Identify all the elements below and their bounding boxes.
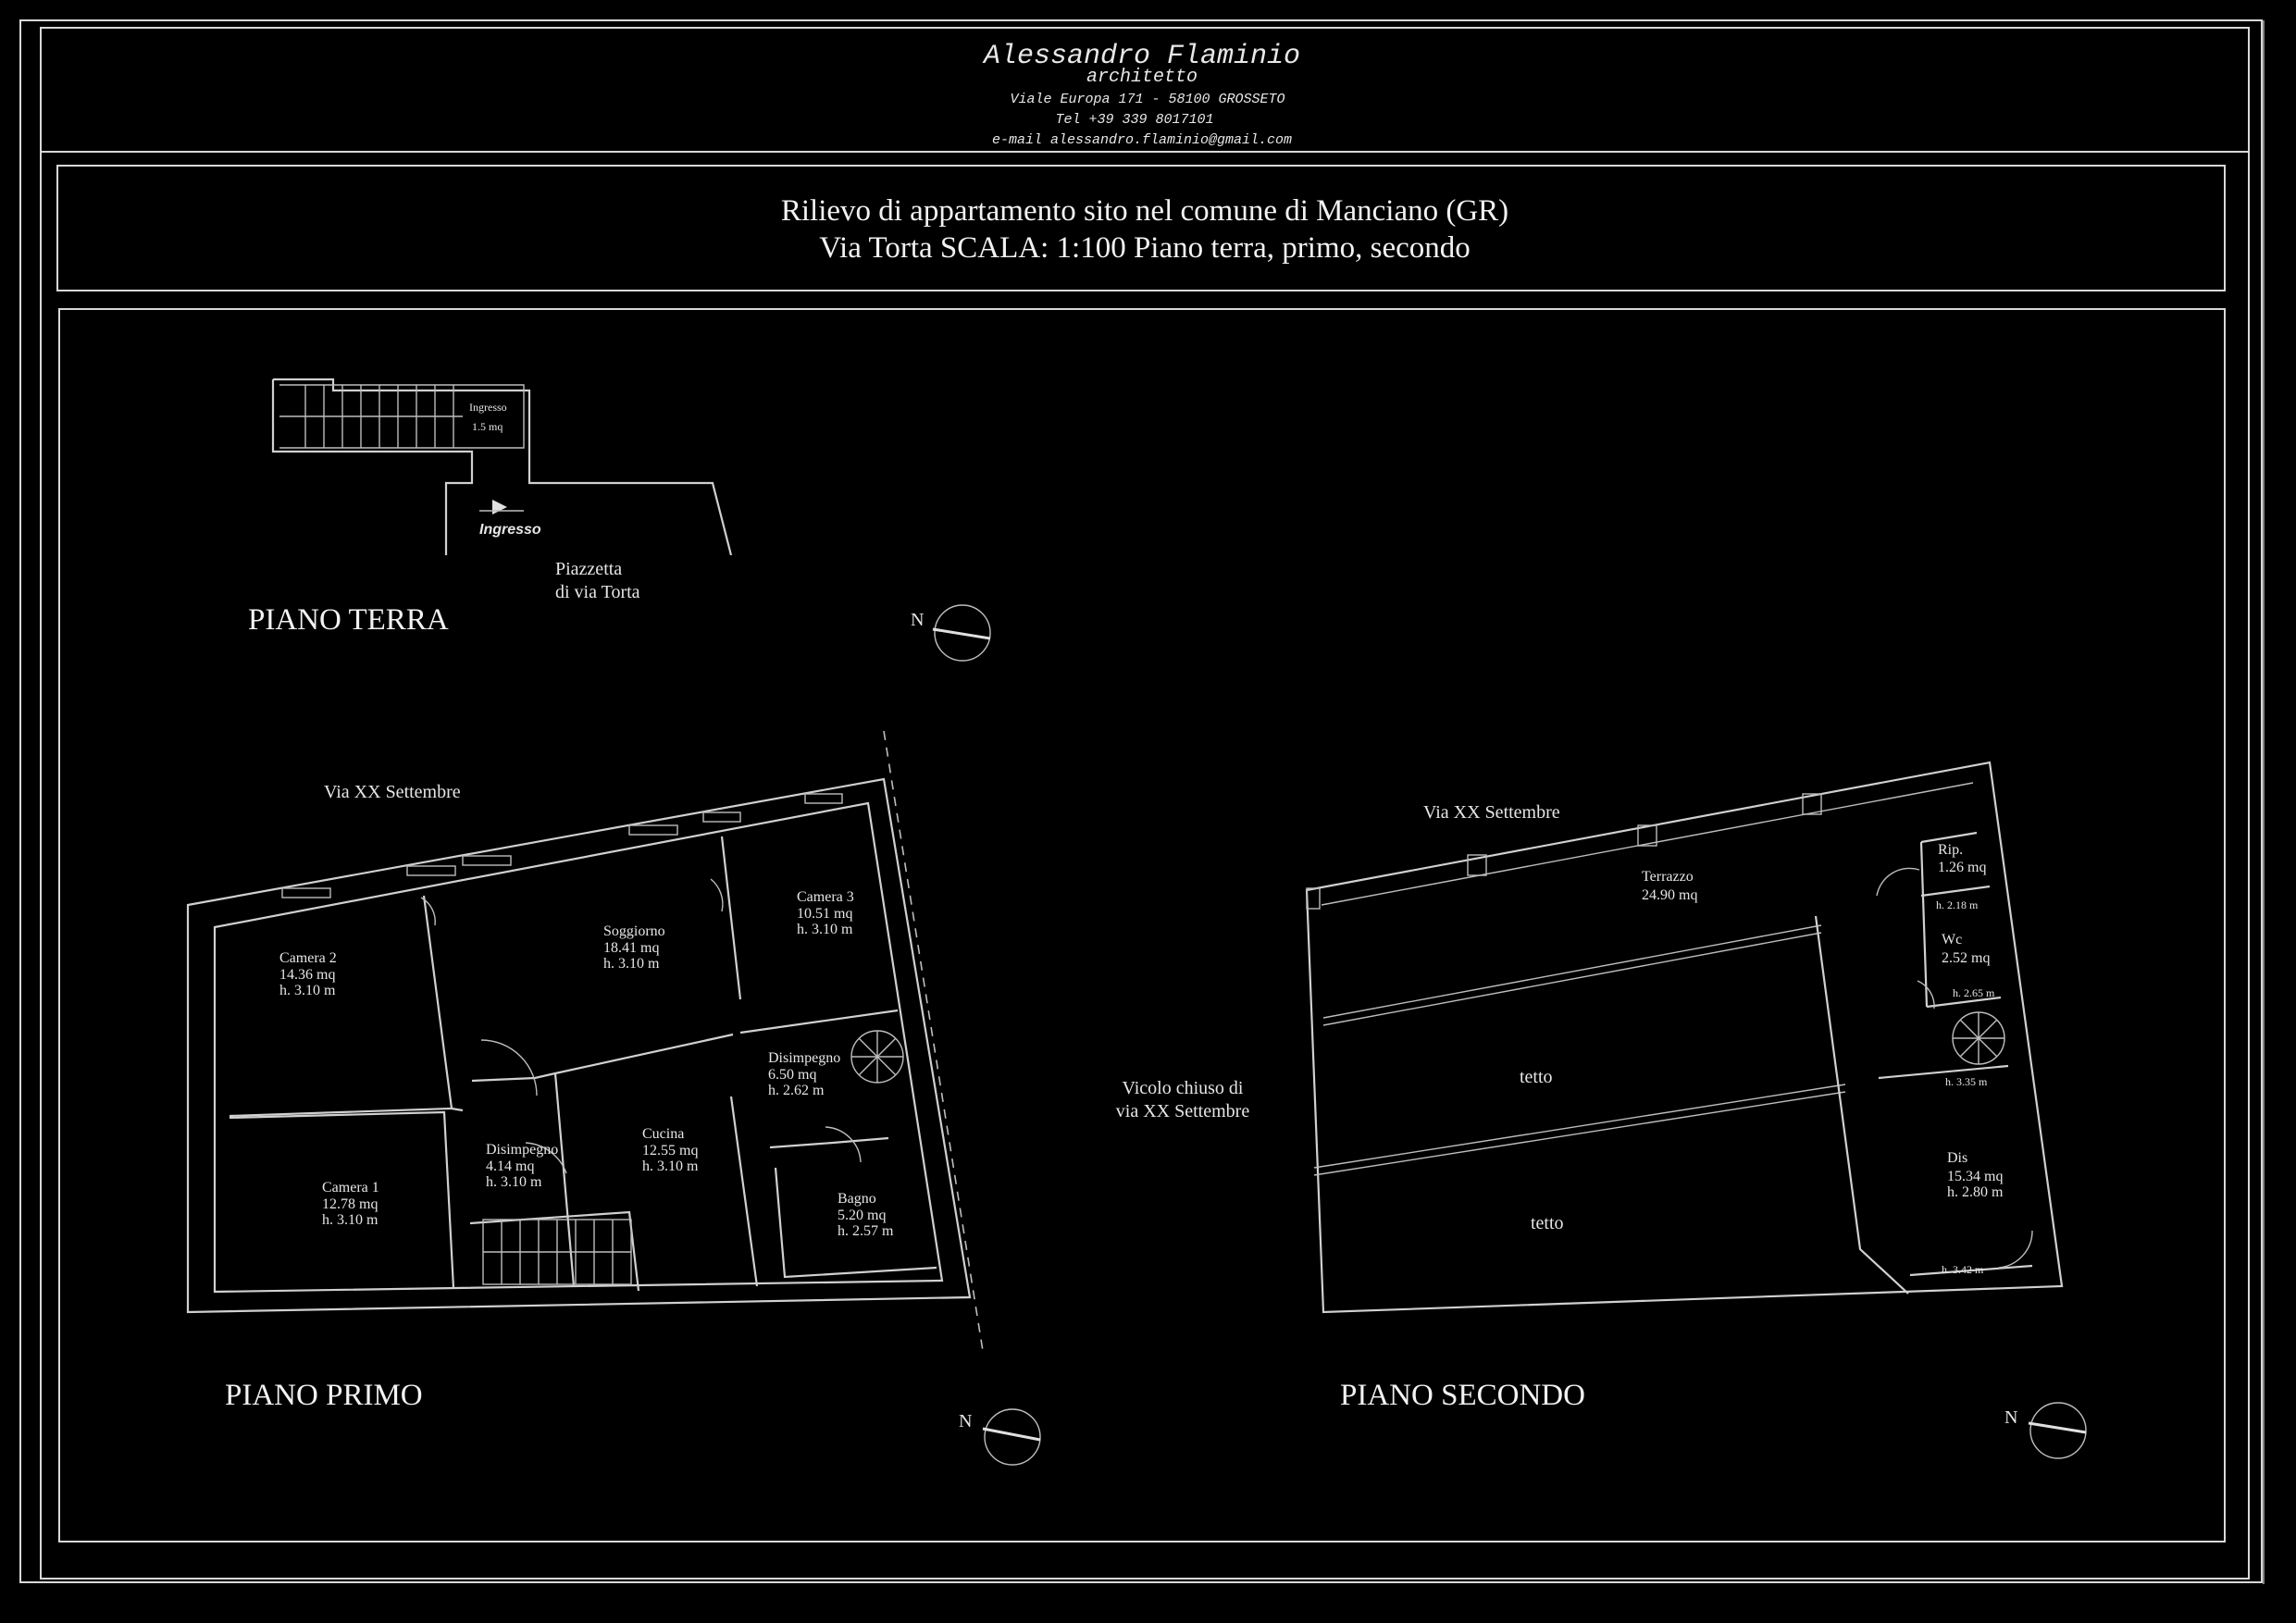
svg-text:N: N [2004,1407,2018,1428]
primo-room-soggiorno [603,923,665,972]
svg-text:Camera 2: Camera 2 [279,950,337,966]
svg-text:Camera 1: Camera 1 [322,1180,379,1196]
north-compass-2 [959,1409,1040,1465]
svg-text:h. 3.10 m: h. 3.10 m [486,1174,542,1190]
secondo-room-dis [1947,1150,2004,1200]
svg-text:15.34 mq: 15.34 mq [1947,1169,2004,1184]
architect-role: architetto [1086,67,1198,88]
primo-room-disimpegno-lower [486,1142,558,1190]
drawing-title-line2: Via Torta SCALA: 1:100 Piano terra, primo, secondo [819,231,1471,265]
secondo-facade-windows [1307,794,1821,909]
svg-text:24.90 mq: 24.90 mq [1642,887,1698,903]
svg-text:18.41 mq: 18.41 mq [603,940,660,956]
architect-email: e-mail alessandro.flaminio@gmail.com [991,132,1293,148]
svg-text:Terrazzo: Terrazzo [1642,869,1694,885]
secondo-room-terrazzo [1642,869,1697,903]
secondo-door-swings [1877,868,2032,1268]
vicolo-line2: via XX Settembre [1115,1101,1250,1121]
piano-primo-plan [188,731,983,1412]
svg-text:12.55 mq: 12.55 mq [642,1143,699,1158]
ground-floor-walls-left [273,379,472,555]
architect-phone: Tel +39 339 8017101 [1055,112,1214,128]
title-box [57,166,2225,291]
primo-facade-windows [282,794,842,898]
architect-address: Viale Europa 171 - 58100 GROSSETO [1010,92,1285,107]
svg-text:h. 2.65 m: h. 2.65 m [1953,986,1995,999]
svg-text:h. 3.10 m: h. 3.10 m [603,956,660,972]
svg-text:h. 2.18 m: h. 2.18 m [1936,898,1979,911]
ingresso-room-area: 1.5 mq [472,420,503,433]
svg-text:Rip.: Rip. [1938,842,1964,858]
svg-text:Wc: Wc [1942,932,1963,948]
svg-text:Bagno: Bagno [838,1191,876,1207]
svg-text:h. 2.80 m: h. 2.80 m [1947,1184,2004,1200]
svg-text:10.51 mq: 10.51 mq [797,906,853,922]
svg-text:Disimpegno: Disimpegno [768,1050,841,1066]
primo-room-disimpegno-upper [768,1050,840,1098]
svg-text:4.14 mq: 4.14 mq [486,1158,535,1174]
svg-text:Camera 3: Camera 3 [797,889,854,905]
architect-header [982,41,1300,148]
primo-straight-stair [483,1220,631,1284]
drawing-title-line1: Rilievo di appartamento sito nel comune di Manciano (GR) [780,194,1509,228]
svg-text:12.78 mq: 12.78 mq [322,1196,379,1212]
svg-text:h. 2.62 m: h. 2.62 m [768,1083,825,1098]
secondo-roof-lines [1314,925,1845,1175]
piano-primo-label: PIANO PRIMO [225,1379,423,1412]
secondo-room-rip [1936,842,1986,911]
secondo-partitions [1816,833,2032,1294]
entrance-sign: Ingresso [479,522,541,538]
compass-letter: N [911,610,925,630]
piano-terra-plan [248,379,731,637]
svg-text:h. 3.10 m: h. 3.10 m [642,1158,699,1174]
vicolo-line1: Vicolo chiuso di [1122,1078,1244,1098]
secondo-room-wc [1942,932,1995,999]
entrance-arrow-icon [492,500,507,514]
piano-secondo-label: PIANO SECONDO [1340,1379,1585,1412]
svg-text:1.26 mq: 1.26 mq [1938,860,1987,875]
svg-text:h. 2.57 m: h. 2.57 m [838,1223,894,1239]
drawing-frame [59,309,2225,1542]
svg-text:Dis: Dis [1947,1150,1968,1166]
primo-spiral-stair [851,1031,903,1083]
architect-name: Alessandro Flaminio [983,41,1301,72]
svg-text:14.36 mq: 14.36 mq [279,967,336,983]
svg-text:Cucina: Cucina [642,1126,685,1142]
svg-text:h. 3.10 m: h. 3.10 m [322,1212,379,1228]
svg-text:2.52 mq: 2.52 mq [1942,950,1991,966]
piazzetta-line1: Piazzetta [555,559,623,579]
svg-text:6.50 mq: 6.50 mq [768,1067,817,1083]
svg-text:5.20 mq: 5.20 mq [838,1208,887,1223]
piano-terra-label: PIANO TERRA [248,603,449,637]
primo-room-camera1 [322,1180,379,1228]
north-compass-3 [2004,1403,2086,1458]
staircase-treads [279,385,463,448]
secondo-stair-height: h. 3.35 m [1945,1075,1988,1088]
svg-text:h. 3.10 m: h. 3.10 m [279,983,336,998]
svg-text:Soggiorno: Soggiorno [603,923,665,939]
svg-text:N: N [959,1411,973,1431]
svg-text:Disimpegno: Disimpegno [486,1142,559,1158]
secondo-roof-label-2: tetto [1531,1213,1564,1233]
secondo-spiral-stair [1953,1012,2004,1064]
primo-room-camera3 [797,889,854,937]
svg-text:h. 3.10 m: h. 3.10 m [797,922,853,937]
piazzetta-line2: di via Torta [555,582,640,602]
secondo-roof-label-1: tetto [1520,1067,1553,1087]
primo-street-label: Via XX Settembre [324,782,461,802]
secondo-street-label: Via XX Settembre [1423,802,1560,823]
primo-room-bagno [838,1191,894,1239]
primo-room-cucina [642,1126,699,1174]
piano-secondo-plan [1307,762,2062,1412]
north-compass-1 [911,605,990,661]
ingresso-room-name: Ingresso [469,401,507,414]
primo-room-camera2 [279,950,337,998]
secondo-dis-low-height: h. 3.42 m [1942,1263,1984,1276]
